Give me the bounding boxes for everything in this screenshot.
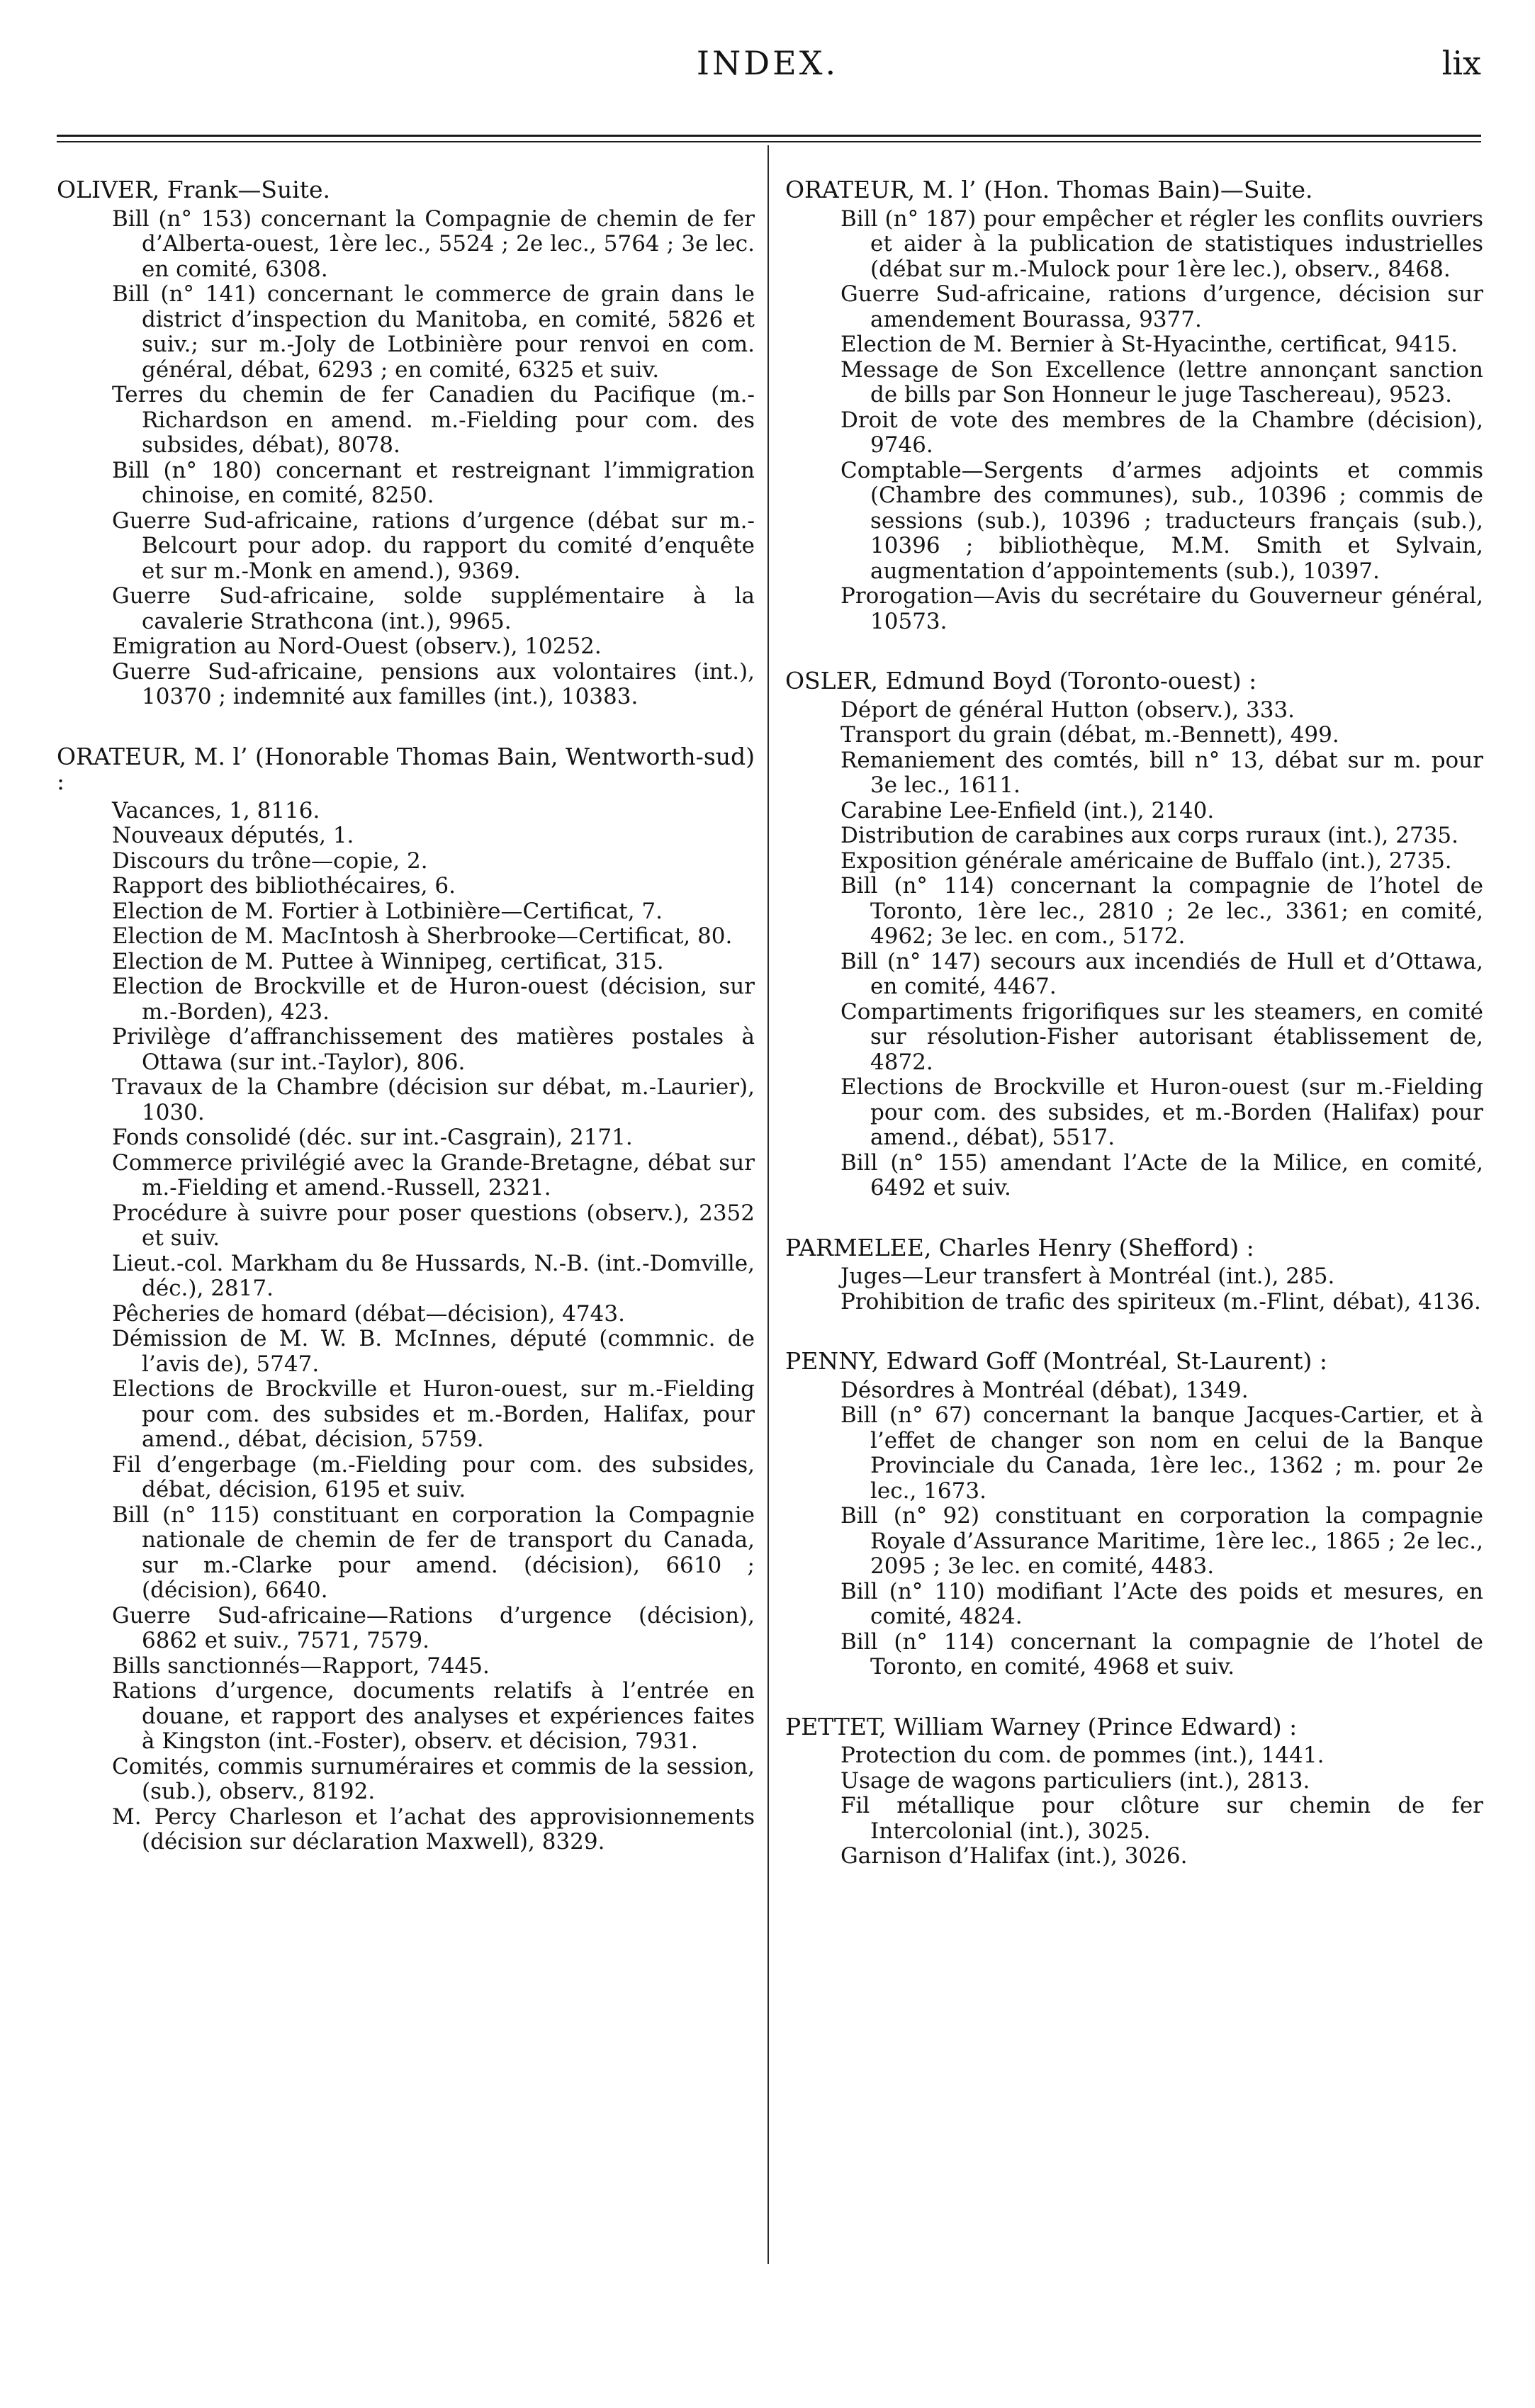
entry-items	[785, 1264, 1483, 1315]
entry-item: Protection du com. de pommes (int.), 1441.	[840, 1743, 1325, 1768]
entry-item: Nouveaux députés, 1.	[112, 823, 354, 848]
entry-item: Bill (n° 141) concernant le commerce de grain dans le district d’inspection du Manitoba, en comité, 5826 et suiv.; sur m.-Joly de Lotbinière pour renvoi en com. général, débat, 6293 ; en comité, 6325 et suiv.	[112, 281, 755, 383]
index-entry	[785, 1714, 1483, 1869]
index-entry	[785, 668, 1483, 1201]
entry-item: Prorogation—Avis du secrétaire du Gouverneur général, 10573.	[840, 583, 1483, 634]
page-number: lix	[1441, 44, 1481, 82]
entry-item: Comptable—Sergents d’armes adjoints et commis (Chambre des communes), sub., 10396 ; commis de sessions (sub.), 10396 ; traducteurs français (sub.), 10396 ; bibliothèque, M.M. Smith et Sylvain, augmentation d’appointements (sub.), 10397.	[840, 457, 1483, 584]
header-rule-secondary	[57, 141, 1481, 142]
entry-items	[57, 799, 755, 1855]
entry-item: Droit de vote des membres de la Chambre (décision), 9746.	[840, 407, 1483, 458]
entry-item: Lieut.-col. Markham du 8e Hussards, N.-B. (int.-Domville, déc.), 2817.	[112, 1250, 755, 1301]
right-column	[785, 177, 1483, 1903]
entry-item: Bill (n° 92) constituant en corporation la compagnie Royale d’Assurance Maritime, 1ère lec., 1865 ; 2e lec., 2095 ; 3e lec. en comité, 4483.	[840, 1503, 1483, 1579]
entry-item: Désordres à Montréal (débat), 1349.	[840, 1377, 1249, 1403]
entry-item: Travaux de la Chambre (décision sur débat, m.-Laurier), 1030.	[112, 1074, 755, 1125]
entry-item: Bill (n° 187) pour empêcher et régler les conflits ouvriers et aider à la publication de statistiques industrielles (débat sur m.-Mulock pour 1ère lec.), observ., 8468.	[840, 206, 1483, 282]
entry-heading: PENNY, Edward Goff (Montréal, St-Laurent) :	[785, 1347, 1327, 1375]
entry-item: Déport de général Hutton (observ.), 333.	[840, 697, 1295, 723]
entry-item: Guerre Sud-africaine, pensions aux volontaires (int.), 10370 ; indemnité aux familles (int.), 10383.	[112, 658, 755, 709]
entry-item: Bill (n° 114) concernant la compagnie de l’hotel de Toronto, en comité, 4968 et suiv.	[840, 1628, 1483, 1680]
entry-item: Bill (n° 180) concernant et restreignant l’immigration chinoise, en comité, 8250.	[112, 457, 755, 508]
index-entry	[57, 177, 755, 710]
entry-item: Discours du trône—copie, 2.	[112, 848, 428, 874]
entry-heading: OSLER, Edmund Boyd (Toronto-ouest) :	[785, 667, 1257, 694]
entry-item: Guerre Sud-africaine, rations d’urgence (débat sur m.-Belcourt pour adop. du rapport du comité d’enquête et sur m.-Monk en amend.), 9369.	[112, 507, 755, 584]
entry-item: Emigration au Nord-Ouest (observ.), 10252.	[112, 634, 602, 659]
entry-heading: ORATEUR, M. l’ (Honorable Thomas Bain, Wentworth-sud) :	[57, 742, 755, 795]
entry-item: Fonds consolidé (déc. sur int.-Casgrain), 2171.	[112, 1125, 633, 1150]
entry-heading: PETTET, William Warney (Prince Edward) :	[785, 1712, 1298, 1740]
entry-item: Bill (n° 114) concernant la compagnie de l’hotel de Toronto, 1ère lec., 2810 ; 2e lec., 3361; en comité, 4962; 3e lec. en com., 5172.	[840, 873, 1483, 949]
entry-item: Remaniement des comtés, bill n° 13, débat sur m. pour 3e lec., 1611.	[840, 747, 1483, 798]
entry-item: Election de M. Bernier à St-Hyacinthe, certificat, 9415.	[840, 332, 1458, 357]
entry-item: Démission de M. W. B. McInnes, député (commnic. de l’avis de), 5747.	[112, 1326, 755, 1377]
index-entry	[57, 744, 755, 1855]
entry-item: Election de M. Puttee à Winnipeg, certificat, 315.	[112, 948, 664, 974]
page-header	[0, 44, 1535, 101]
page-title: INDEX.	[696, 44, 839, 82]
entry-item: M. Percy Charleson et l’achat des approvisionnements (décision sur déclaration Maxwell), 8329.	[112, 1804, 755, 1855]
entry-item: Bill (n° 147) secours aux incendiés de Hull et d’Ottawa, en comité, 4467.	[840, 948, 1483, 999]
entry-item: Election de M. MacIntosh à Sherbrooke—Certificat, 80.	[112, 923, 733, 949]
entry-item: Election de Brockville et de Huron-ouest (décision, sur m.-Borden), 423.	[112, 974, 755, 1025]
entry-item: Procédure à suivre pour poser questions (observ.), 2352 et suiv.	[112, 1200, 755, 1251]
entry-item: Rations d’urgence, documents relatifs à l’entrée en douane, et rapport des analyses et expériences faites à Kingston (int.-Foster), observ. et décision, 7931.	[112, 1678, 755, 1754]
entry-item: Bill (n° 67) concernant la banque Jacques-Cartier, et à l’effet de changer son nom en celui de la Banque Provinciale du Canada, 1ère lec., 1362 ; m. pour 2e lec., 1673.	[840, 1402, 1483, 1504]
header-rule	[57, 135, 1481, 137]
entry-item: Bill (n° 153) concernant la Compagnie de chemin de fer d’Alberta-ouest, 1ère lec., 5524 ; 2e lec., 5764 ; 3e lec. en comité, 6308.	[112, 206, 755, 282]
entry-item: Guerre Sud-africaine, rations d’urgence, décision sur amendement Bourassa, 9377.	[840, 281, 1483, 332]
entry-item: Fil d’engerbage (m.-Fielding pour com. des subsides, débat, décision, 6195 et suiv.	[112, 1451, 755, 1502]
entry-item: Exposition générale américaine de Buffalo (int.), 2735.	[840, 848, 1452, 874]
entry-item: Comités, commis surnuméraires et commis de la session, (sub.), observ., 8192.	[112, 1753, 755, 1804]
entry-item: Bill (n° 110) modifiant l’Acte des poids et mesures, en comité, 4824.	[840, 1578, 1483, 1629]
entry-items	[785, 1378, 1483, 1680]
entry-heading: PARMELEE, Charles Henry (Shefford) :	[785, 1233, 1254, 1261]
entry-items	[785, 1743, 1483, 1869]
entry-item: Bill (n° 155) amendant l’Acte de la Milice, en comité, 6492 et suiv.	[840, 1149, 1483, 1200]
entry-items	[57, 207, 755, 710]
entry-item: Pêcheries de homard (débat—décision), 4743.	[112, 1300, 625, 1327]
entry-item: Carabine Lee-Enfield (int.), 2140.	[840, 797, 1215, 823]
entry-item: Commerce privilégié avec la Grande-Bretagne, débat sur m.-Fielding et amend.-Russell, 2321.	[112, 1149, 755, 1200]
entry-item: Juges—Leur transfert à Montréal (int.), 285.	[840, 1264, 1335, 1289]
entry-item: Elections de Brockville et Huron-ouest (sur m.-Fielding pour com. des subsides, et m.-Borden (Halifax) pour amend., débat), 5517.	[840, 1074, 1483, 1150]
entry-item: Guerre Sud-africaine—Rations d’urgence (décision), 6862 et suiv., 7571, 7579.	[112, 1602, 755, 1653]
entry-item: Bill (n° 115) constituant en corporation la Compagnie nationale de chemin de fer de transport du Canada, sur m.-Clarke pour amend. (décision), 6610 ; (décision), 6640.	[112, 1502, 755, 1603]
entry-item: Fil métallique pour clôture sur chemin de fer Intercolonial (int.), 3025.	[840, 1793, 1483, 1844]
entry-item: Terres du chemin de fer Canadien du Pacifique (m.-Richardson en amend. m.-Fielding pour com. des subsides, débat), 8078.	[112, 382, 755, 458]
entry-item: Elections de Brockville et Huron-ouest, sur m.-Fielding pour com. des subsides et m.-Borden, Halifax, pour amend., débat, décision, 5759.	[112, 1376, 755, 1452]
index-entry	[785, 1349, 1483, 1680]
entry-item: Bills sanctionnés—Rapport, 7445.	[112, 1653, 490, 1679]
entry-item: Election de M. Fortier à Lotbinière—Certificat, 7.	[112, 898, 663, 924]
entry-item: Vacances, 1, 8116.	[112, 797, 320, 823]
entry-item: Compartiments frigorifiques sur les steamers, en comité sur résolution-Fisher autorisant établissement de, 4872.	[840, 998, 1483, 1075]
entry-item: Garnison d’Halifax (int.), 3026.	[840, 1843, 1188, 1869]
entry-item: Privilège d’affranchissement des matières postales à Ottawa (sur int.-Taylor), 806.	[112, 1024, 755, 1075]
entry-item: Distribution de carabines aux corps ruraux (int.), 2735.	[840, 823, 1459, 848]
index-entry	[785, 1235, 1483, 1315]
entry-item: Guerre Sud-africaine, solde supplémentaire à la cavalerie Strathcona (int.), 9965.	[112, 583, 755, 634]
left-column	[57, 177, 755, 1889]
entry-items	[785, 207, 1483, 635]
index-entry	[785, 177, 1483, 634]
entry-item: Usage de wagons particuliers (int.), 2813.	[840, 1767, 1310, 1794]
column-divider	[768, 145, 769, 2264]
entry-item: Message de Son Excellence (lettre annonçant sanction de bills par Son Honneur le juge Taschereau), 9523.	[840, 356, 1483, 407]
entry-items	[785, 698, 1483, 1201]
entry-item: Transport du grain (débat, m.-Bennett), 499.	[840, 722, 1339, 748]
entry-heading: OLIVER, Frank—Suite.	[57, 176, 331, 203]
entry-item: Rapport des bibliothécaires, 6.	[112, 873, 456, 899]
entry-heading: ORATEUR, M. l’ (Hon. Thomas Bain)—Suite.	[785, 176, 1313, 203]
entry-item: Prohibition de trafic des spiriteux (m.-Flint, débat), 4136.	[840, 1288, 1481, 1315]
